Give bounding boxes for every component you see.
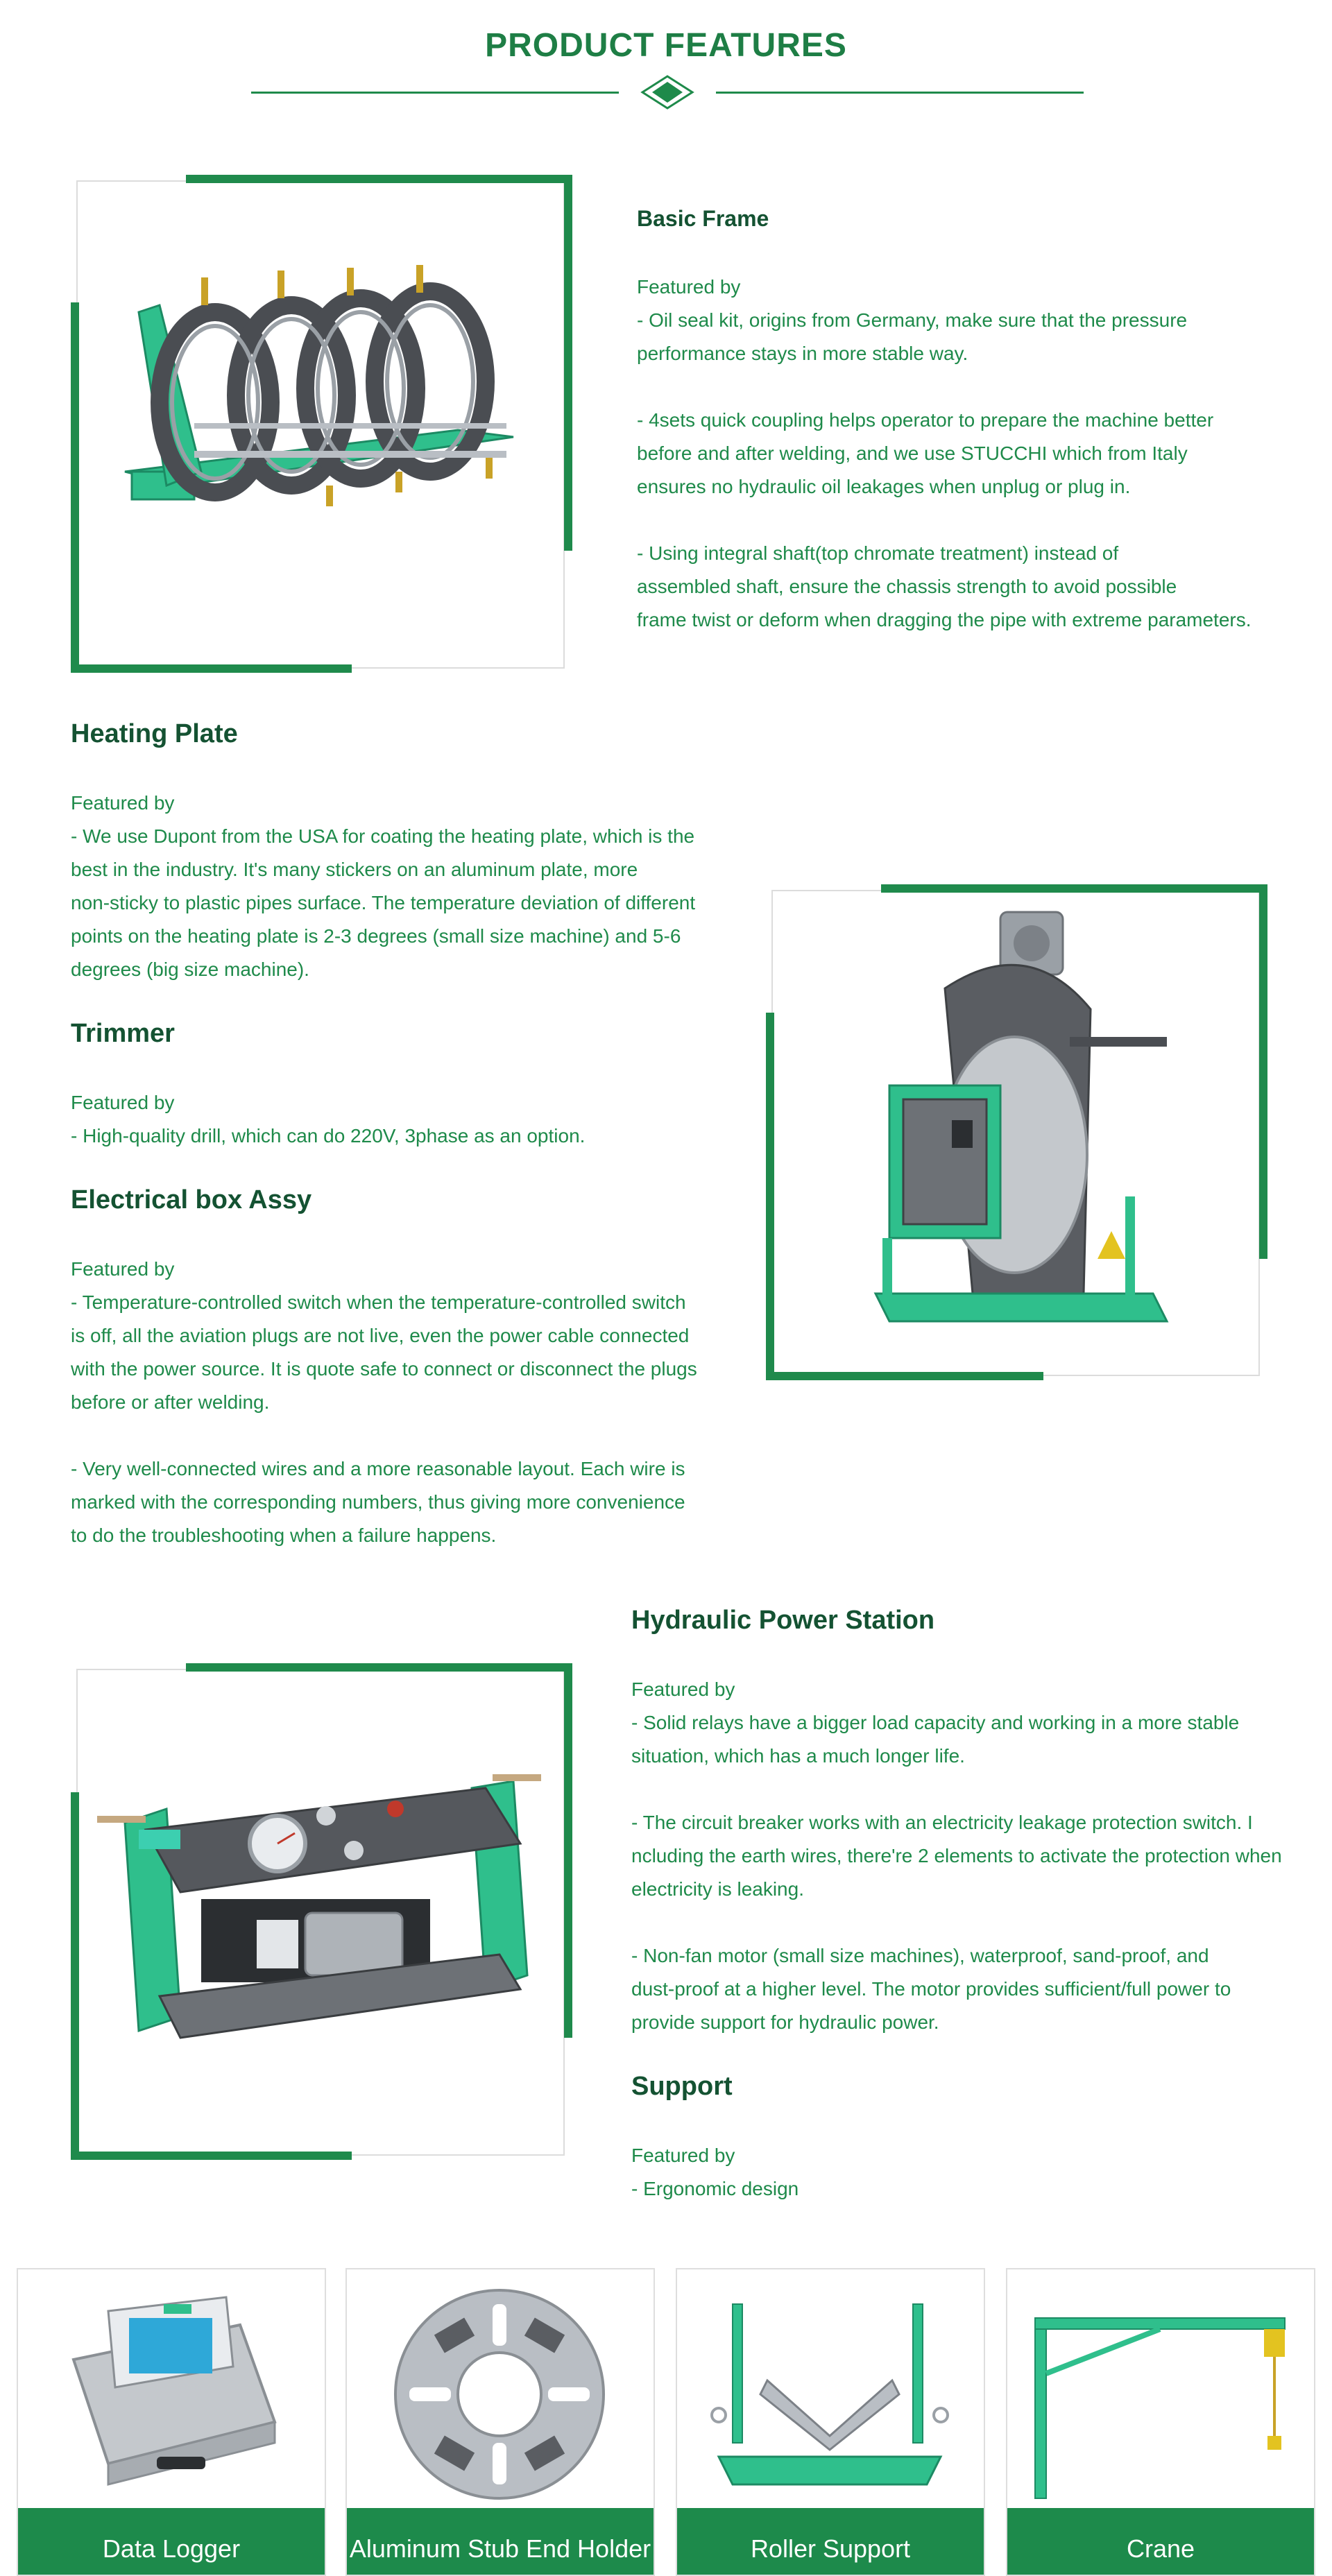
diamond-ornament-icon [640,75,695,110]
feature-line: before and after welding, and we use STUCCHI which from Italy [637,443,1188,465]
feature-basic-frame [637,205,1317,637]
heating-plate-image [765,884,1267,1380]
feature-heading: Support [631,2072,733,2101]
accessory-card-crane [1006,2268,1315,2576]
feature-line: assembled shaft, ensure the chassis strength to avoid possible [637,576,1177,598]
feature-line: provide support for hydraulic power. [631,2011,939,2033]
accessory-card-stub-end-holder [345,2268,655,2576]
feature-line: - High-quality drill, which can do 220V, 3phase as an option. [71,1124,586,1147]
butt-fusion-frame-icon [97,264,541,583]
title-divider-left [251,92,619,94]
feature-heading: Electrical box Assy [71,1185,312,1214]
accessory-label: Crane [1007,2508,1314,2575]
feature-line: - We use Dupont from the USA for coating the heating plate, which is the [71,825,695,847]
accessory-label: Aluminum Stub End Holder [347,2508,654,2575]
data-logger-case-icon [60,2283,282,2491]
feature-electrical-box [71,1185,737,1552]
feature-line: - Ergonomic design [631,2177,799,2199]
feature-line: - Using integral shaft(top chromate treatment) instead of [637,542,1119,565]
feature-line: - Non-fan motor (small size machines), waterproof, sand-proof, and [631,1944,1209,1966]
feature-line: situation, which has a much longer life. [631,1744,965,1767]
feature-line: frame twist or deform when dragging the pipe with extreme parameters. [637,609,1252,631]
feature-heading: Basic Frame [637,206,769,231]
feature-trimmer [71,1018,737,1153]
hydraulic-power-station-icon [97,1767,548,2059]
featured-by-label: Featured by [631,2144,735,2166]
feature-heating-plate [71,719,737,986]
feature-hydraulic-power-station [631,1605,1325,2039]
feature-line: ensures no hydraulic oil leakages when unplug or plug in. [637,476,1131,498]
feature-line: is off, all the aviation plugs are not live, even the power cable connected [71,1324,690,1346]
feature-line: dust-proof at a higher level. The motor provides sufficient/full power to [631,1977,1231,2000]
accessory-card-roller-support [676,2268,985,2576]
feature-line: ncluding the earth wires, there're 2 elements to activate the protection when [631,1844,1282,1866]
crane-icon [1021,2297,1299,2505]
roller-support-icon [705,2290,955,2498]
feature-line: degrees (big size machine). [71,958,309,980]
feature-line: electricity is leaking. [631,1878,804,1900]
featured-by-label: Featured by [71,791,175,814]
title-divider-right [716,92,1084,94]
featured-by-label: Featured by [71,1257,175,1280]
featured-by-label: Featured by [71,1091,175,1113]
feature-line: to do the troubleshooting when a failure happens. [71,1524,497,1546]
feature-line: performance stays in more stable way. [637,343,968,365]
basic-frame-image [69,173,572,673]
feature-line: best in the industry. It's many stickers on an aluminum plate, more [71,858,638,880]
feature-line: - The circuit breaker works with an electricity leakage protection switch. I [631,1811,1253,1833]
feature-support [631,2071,1325,2206]
hydraulic-power-station-image [69,1663,572,2160]
feature-line: - Very well-connected wires and a more reasonable layout. Each wire is [71,1457,685,1479]
feature-line: - 4sets quick coupling helps operator to prepare the machine better [637,409,1214,431]
feature-line: - Oil seal kit, origins from Germany, make sure that the pressure [637,309,1188,332]
accessory-card-data-logger [17,2268,326,2576]
feature-heading: Heating Plate [71,719,238,748]
page-title: PRODUCT FEATURES [485,27,847,64]
feature-line: before or after welding. [71,1391,270,1413]
accessory-label: Roller Support [677,2508,984,2575]
feature-line: points on the heating plate is 2-3 degrees (small size machine) and 5-6 [71,925,681,947]
accessory-label: Data Logger [18,2508,325,2575]
feature-line: - Solid relays have a bigger load capacity and working in a more stable [631,1711,1240,1733]
feature-line: marked with the corresponding numbers, thus giving more convenience [71,1491,685,1513]
stub-end-holder-icon [388,2283,610,2505]
featured-by-label: Featured by [631,1678,735,1700]
feature-heading: Trimmer [71,1019,175,1048]
feature-line: with the power source. It is quote safe to connect or disconnect the plugs [71,1357,697,1380]
heating-plate-trimmer-icon [862,905,1181,1349]
feature-line: - Temperature-controlled switch when the temperature-controlled switch [71,1291,686,1313]
featured-by-label: Featured by [637,276,741,298]
feature-heading: Hydraulic Power Station [631,1606,935,1635]
feature-line: non-sticky to plastic pipes surface. The temperature deviation of different [71,891,696,913]
